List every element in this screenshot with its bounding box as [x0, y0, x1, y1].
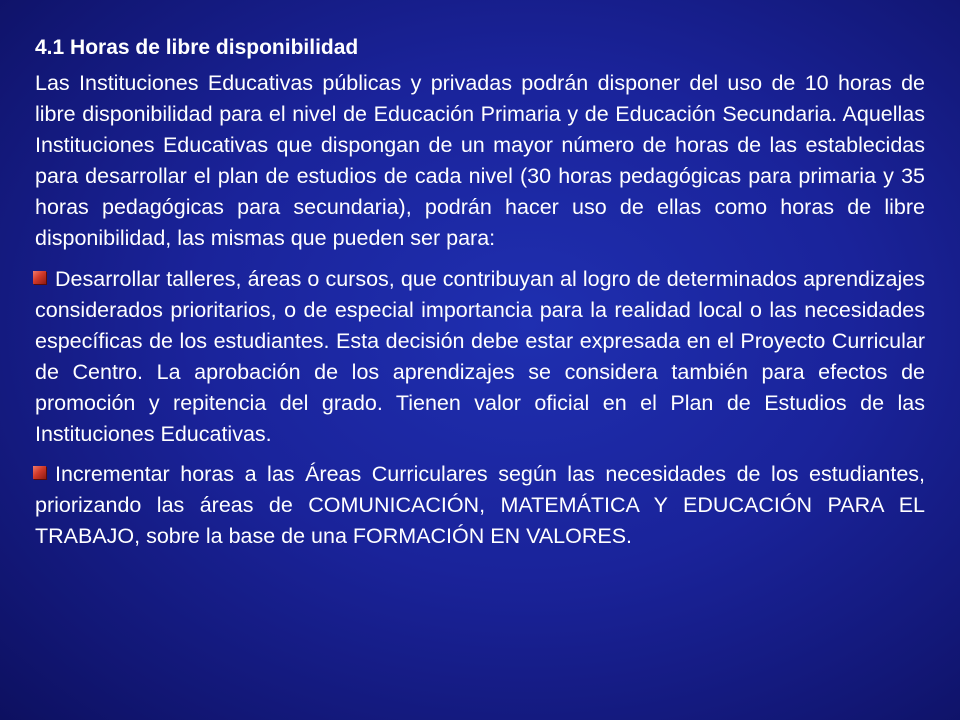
bullet-item-incrementar-horas: [35, 459, 925, 552]
section-title: 4.1 Horas de libre disponibilidad: [35, 36, 359, 59]
bullet-text: Incrementar horas a las Áreas Curriculares según las necesidades de los estudiantes, priorizando las áreas de COMUNICACIÓN, MATEMÁTICA Y EDUCACIÓN PARA EL TRABAJO, sobre la base de una FORMACIÓN EN VALORES.: [35, 462, 925, 548]
square-bullet-icon: [33, 466, 46, 479]
bullet-text: Desarrollar talleres, áreas o cursos, que contribuyan al logro de determinados aprendizajes considerados prioritarios, o de especial importancia para la realidad local o las necesidades específicas de los estudiantes. Esta decisión debe estar expresada en el Proyecto Curricular de Centro. La aprobación de los aprendizajes se considera también para efectos de promoción y repitencia del grado. Tienen valor oficial en el Plan de Estudios de las Instituciones Educativas.: [35, 267, 925, 446]
intro-paragraph: Las Instituciones Educativas públicas y privadas podrán disponer del uso de 10 horas de libre disponibilidad para el nivel de Educación Primaria y de Educación Secundaria. Aquellas Instituciones Educativas que dispongan de un mayor número de horas de las establecidas para desarrollar el plan de estudios de cada nivel (30 horas pedagógicas para primaria y 35 horas pedagógicas para secundaria), podrán hacer uso de ellas como horas de libre disponibilidad, las mismas que pueden ser para:: [35, 71, 925, 250]
bullet-item-talleres: [35, 264, 925, 450]
square-bullet-icon: [33, 271, 46, 284]
slide-content: [35, 34, 925, 552]
